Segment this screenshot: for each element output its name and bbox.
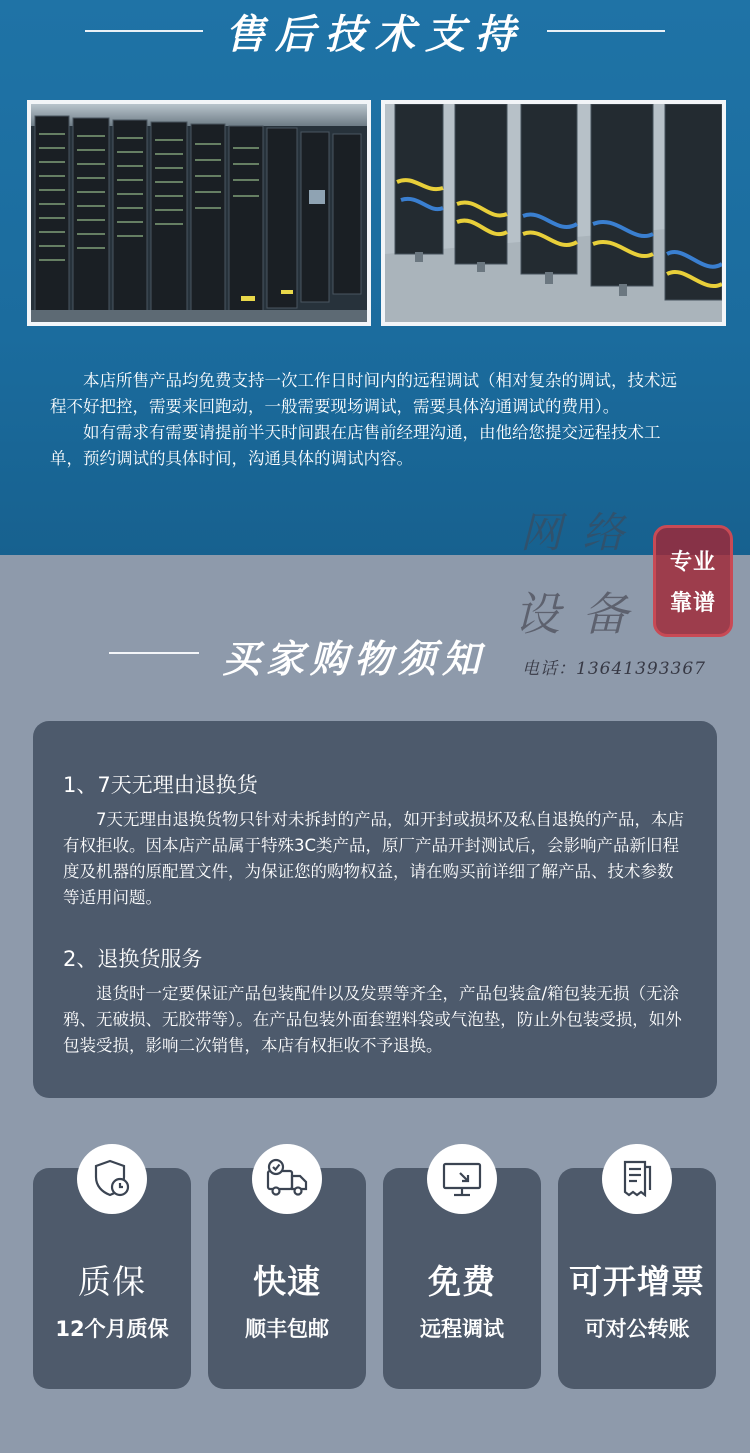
tech-support-description <box>50 368 680 472</box>
remote-monitor-icon <box>427 1144 497 1214</box>
buyer-notice-header <box>0 628 750 681</box>
feature-title-warranty: 质保 <box>78 1262 146 1301</box>
feature-title-free: 免费 <box>428 1262 496 1301</box>
watermark-seal <box>653 525 733 637</box>
buyer-notice-box <box>33 721 717 1098</box>
feature-subtitle-fast: 顺丰包邮 <box>245 1317 329 1341</box>
watermark-text-network: 网络 <box>520 508 645 557</box>
buyer-notice-title: 买家购物须知 <box>222 636 487 681</box>
tech-support-paragraph-2: 如有需求有需要请提前半天时间跟在店售前经理沟通，由他给您提交远程技术工单，预约调试的具体时间，沟通具体的调试内容。 <box>50 423 661 468</box>
feature-title-invoice: 可开增票 <box>569 1262 705 1301</box>
tech-support-paragraph-1: 本店所售产品均免费支持一次工作日时间内的远程调试（相对复杂的调试，技术远程不好把控，需要来回跑动，一般需要现场调试，需要具体沟通调试的费用）。 <box>50 371 677 416</box>
feature-subtitle-invoice: 可对公转账 <box>584 1317 690 1341</box>
feature-subtitle-free: 远程调试 <box>420 1317 504 1341</box>
watermark-text-device: 设备 <box>514 587 650 641</box>
watermark-phone: 电话：13641393367 <box>522 659 706 679</box>
tech-support-header <box>0 0 750 62</box>
seal-text-reliable: 靠谱 <box>669 591 716 616</box>
header-divider-right <box>547 30 665 32</box>
feature-title-fast: 快速 <box>253 1262 321 1301</box>
delivery-truck-icon <box>252 1144 322 1214</box>
invoice-receipt-icon <box>602 1144 672 1214</box>
tech-support-title: 售后技术支持 <box>225 10 525 58</box>
tech-support-section <box>0 0 750 555</box>
shield-clock-icon <box>77 1144 147 1214</box>
notice-heading-return-service: 2、退换货服务 <box>63 947 203 971</box>
notice-body-return-policy: 7天无理由退换货物只针对未拆封的产品，如开封或损坏及私自退换的产品，本店有权拒收。因本店产品属于特殊3C类产品，原厂产品开封测试后，会影响产品新旧程度及机器的原配置文件，为保证您的购物权益，请在购买前详细了解产品、技术参数等适用问题。 <box>63 810 684 907</box>
feature-card-invoice <box>558 1168 716 1389</box>
patch-cables-photo <box>381 100 726 326</box>
server-room-photo <box>27 100 371 326</box>
header-divider-left <box>85 30 203 32</box>
feature-card-warranty <box>33 1168 191 1389</box>
notice-heading-return-policy: 1、7天无理由退换货 <box>63 773 258 797</box>
feature-card-fast-shipping <box>208 1168 366 1389</box>
feature-card-free-remote <box>383 1168 541 1389</box>
seal-text-professional: 专业 <box>669 550 716 575</box>
notice-body-return-service: 退货时一定要保证产品包装配件以及发票等齐全，产品包装盒/箱包装无损（无涂鸦、无破损、无胶带等）。在产品包装外面套塑料袋或气泡垫，防止外包装受损，如外包装受损，影响二次销售，本店有权拒收不予退换。 <box>63 984 682 1055</box>
buyer-notice-divider <box>109 652 199 654</box>
feature-subtitle-warranty: 12个月质保 <box>55 1317 169 1341</box>
